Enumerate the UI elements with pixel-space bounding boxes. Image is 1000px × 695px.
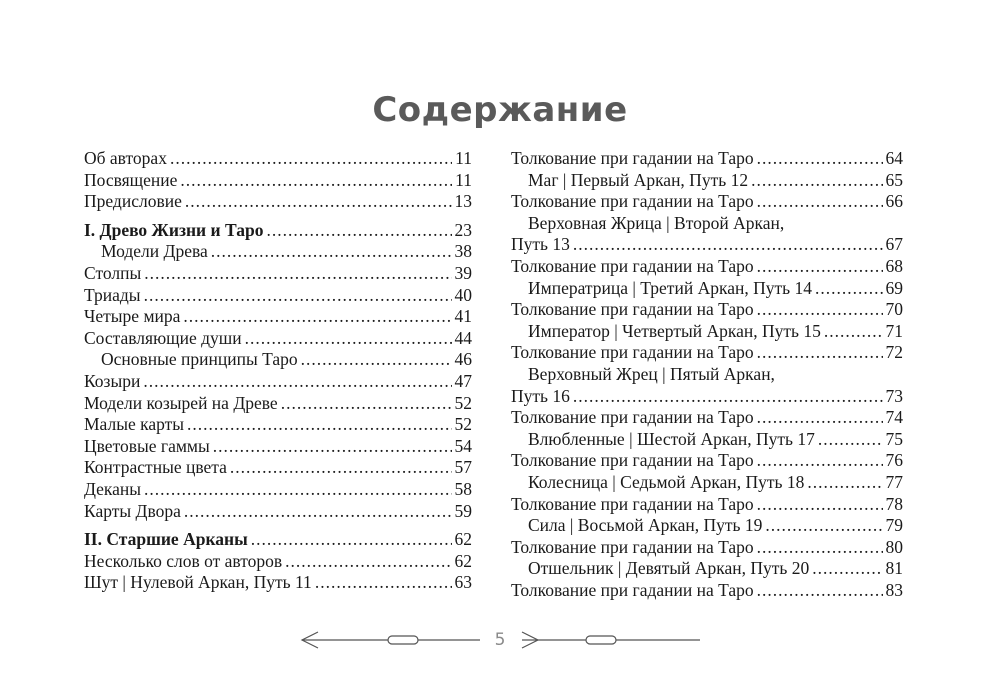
toc-entry-label: Толкование при гадании на Таро <box>511 579 754 600</box>
toc-entry <box>511 450 903 472</box>
toc-entry-page: 79 <box>885 515 903 536</box>
toc-entry <box>511 170 903 192</box>
toc-entry <box>511 278 903 300</box>
page-footer <box>290 626 710 656</box>
toc-left-column <box>84 148 472 594</box>
dot-leader <box>266 220 451 242</box>
toc-entry <box>84 457 472 479</box>
toc-entry-label: Толкование при гадании на Таро <box>511 407 754 428</box>
dot-leader <box>757 407 883 429</box>
dot-leader <box>573 386 883 408</box>
toc-entry-label: Посвящение <box>84 169 178 190</box>
dot-leader <box>185 191 452 213</box>
toc-entry-page: 44 <box>454 327 472 348</box>
toc-entry-page: 52 <box>454 392 472 413</box>
toc-entry-label: Верховный Жрец | Пятый Аркан, <box>528 363 775 384</box>
toc-entry-label: Об авторах <box>84 148 167 168</box>
toc-entry-label: Деканы <box>84 478 142 499</box>
toc-entry-label: Малые карты <box>84 414 185 435</box>
toc-entry <box>511 407 903 429</box>
toc-entry-page: 71 <box>885 320 903 341</box>
dot-leader <box>143 371 451 393</box>
toc-entry-page: 58 <box>454 478 472 499</box>
toc-entry-label: Толкование при гадании на Таро <box>511 255 754 276</box>
ornament-left-arrow-icon <box>296 626 486 656</box>
page-title: Содержание <box>372 90 628 130</box>
toc-entry-label: Маг | Первый Аркан, Путь 12 <box>528 169 749 190</box>
toc-entry <box>84 285 472 307</box>
toc-entry <box>511 342 903 364</box>
page-number: 5 <box>494 630 506 650</box>
toc-entry-label: Контрастные цвета <box>84 457 227 478</box>
toc-entry <box>84 572 472 594</box>
toc-entry-label: Влюбленные | Шестой Аркан, Путь 17 <box>528 428 815 449</box>
toc-entry-page: 80 <box>885 536 903 557</box>
toc-entry-page: 78 <box>885 493 903 514</box>
dot-leader <box>765 515 882 537</box>
dot-leader <box>213 436 452 458</box>
dot-leader <box>812 558 882 580</box>
toc-entry <box>511 191 903 213</box>
toc-entry-label: Модели Древа <box>101 241 208 262</box>
toc-entry <box>511 234 903 256</box>
dot-leader <box>301 349 452 371</box>
dot-leader <box>315 572 452 594</box>
toc-entry <box>84 191 472 213</box>
dot-leader <box>757 299 883 321</box>
dot-leader <box>757 537 883 559</box>
toc-entry-page: 47 <box>454 370 472 391</box>
toc-entry-page: 77 <box>885 471 903 492</box>
dot-leader <box>824 321 883 343</box>
dot-leader <box>815 278 883 300</box>
toc-section-label: II. Старшие Арканы <box>84 529 248 550</box>
toc-entry-label: Модели козырей на Древе <box>84 392 278 413</box>
toc-entry-page: 67 <box>885 234 903 255</box>
toc-entry-page: 13 <box>454 191 472 212</box>
dot-leader <box>245 328 452 350</box>
toc-entry-label: Сила | Восьмой Аркан, Путь 19 <box>528 515 763 536</box>
toc-entry-page: 65 <box>885 169 903 190</box>
dot-leader <box>285 551 451 573</box>
toc-entry <box>511 515 903 537</box>
dot-leader <box>170 148 452 170</box>
toc-section <box>84 220 472 242</box>
toc-entry-label: Толкование при гадании на Таро <box>511 299 754 320</box>
dot-leader <box>183 306 451 328</box>
dot-leader <box>757 148 883 170</box>
toc-entry-label: Верховная Жрица | Второй Аркан, <box>528 212 785 233</box>
toc-right-column <box>511 148 903 601</box>
toc-entry-page: 83 <box>885 579 903 600</box>
dot-leader <box>184 501 452 523</box>
toc-entry-label: Колесница | Седьмой Аркан, Путь 18 <box>528 471 805 492</box>
toc-entry-label: Шут | Нулевой Аркан, Путь 11 <box>84 572 312 593</box>
toc-entry-label: Толкование при гадании на Таро <box>511 493 754 514</box>
toc-entry-page: 57 <box>454 457 472 478</box>
toc-entry-label: Толкование при гадании на Таро <box>511 536 754 557</box>
toc-entry <box>511 321 903 343</box>
toc-entry-label: Путь 13 <box>511 234 570 255</box>
dot-leader <box>180 170 452 192</box>
toc-entry <box>84 501 472 523</box>
toc-entry-label: Основные принципы Таро <box>101 349 298 370</box>
toc-entry <box>511 256 903 278</box>
toc-entry <box>84 170 472 192</box>
dot-leader <box>144 285 452 307</box>
toc-entry <box>84 306 472 328</box>
toc-entry-label: Толкование при гадании на Таро <box>511 148 754 168</box>
toc-entry-label: Несколько слов от авторов <box>84 550 283 571</box>
toc-entry-label: Составляющие души <box>84 327 242 348</box>
dot-leader <box>281 393 452 415</box>
toc-entry <box>84 414 472 436</box>
toc-entry-page: 23 <box>454 219 472 240</box>
dot-leader <box>230 457 452 479</box>
dot-leader <box>211 241 452 263</box>
toc-entry-page: 62 <box>454 529 472 550</box>
dot-leader <box>757 342 883 364</box>
toc-entry <box>511 148 903 170</box>
toc-entry-page: 69 <box>885 277 903 298</box>
toc-entry-page: 72 <box>885 342 903 363</box>
toc-entry-page: 63 <box>454 572 472 593</box>
toc-entry-page: 39 <box>454 262 472 283</box>
toc-entry-label: Четыре мира <box>84 306 181 327</box>
dot-leader <box>251 529 452 551</box>
toc-entry-wrapped-line <box>511 364 903 386</box>
dot-leader <box>818 429 883 451</box>
dot-leader <box>144 479 451 501</box>
toc-entry-label: Отшельник | Девятый Аркан, Путь 20 <box>528 558 810 579</box>
toc-entry-page: 62 <box>454 550 472 571</box>
toc-entry-label: Толкование при гадании на Таро <box>511 191 754 212</box>
dot-leader <box>757 450 883 472</box>
toc-entry <box>84 393 472 415</box>
toc-entry <box>84 148 472 170</box>
toc-entry-label: Козыри <box>84 370 141 391</box>
toc-entry-page: 11 <box>455 148 472 168</box>
toc-section <box>84 529 472 551</box>
toc-entry-label: Столпы <box>84 262 142 283</box>
toc-entry <box>511 429 903 451</box>
toc-entry-page: 81 <box>885 558 903 579</box>
dot-leader <box>757 580 883 602</box>
toc-section-label: I. Древо Жизни и Таро <box>84 219 264 240</box>
toc-entry-label: Путь 16 <box>511 385 570 406</box>
toc-entry-label: Триады <box>84 284 141 305</box>
toc-entry-wrapped-line <box>511 213 903 235</box>
toc-entry-page: 38 <box>454 241 472 262</box>
toc-entry <box>511 558 903 580</box>
toc-entry-label: Императрица | Третий Аркан, Путь 14 <box>528 277 812 298</box>
dot-leader <box>757 494 883 516</box>
ornament-right-arrow-icon <box>516 626 706 656</box>
toc-entry <box>511 494 903 516</box>
toc-entry-page: 76 <box>885 450 903 471</box>
toc-entry-page: 68 <box>885 255 903 276</box>
toc-entry-label: Толкование при гадании на Таро <box>511 342 754 363</box>
dot-leader <box>187 414 451 436</box>
toc-entry-page: 41 <box>454 306 472 327</box>
toc-entry <box>84 371 472 393</box>
toc-entry-page: 66 <box>885 191 903 212</box>
toc-entry-page: 59 <box>454 500 472 521</box>
toc-entry-label: Предисловие <box>84 191 182 212</box>
dot-leader <box>807 472 882 494</box>
toc-entry <box>511 472 903 494</box>
toc-entry <box>84 551 472 573</box>
toc-entry <box>84 479 472 501</box>
toc-entry-page: 40 <box>454 284 472 305</box>
toc-entry-page: 64 <box>885 148 903 168</box>
toc-entry <box>511 386 903 408</box>
toc-entry <box>511 537 903 559</box>
toc-entry-page: 73 <box>885 385 903 406</box>
toc-entry-label: Толкование при гадании на Таро <box>511 450 754 471</box>
dot-leader <box>757 256 883 278</box>
dot-leader <box>144 263 451 285</box>
toc-entry-page: 70 <box>885 299 903 320</box>
toc-entry <box>84 241 472 263</box>
dot-leader <box>757 191 883 213</box>
toc-entry <box>511 580 903 602</box>
toc-entry-label: Карты Двора <box>84 500 181 521</box>
dot-leader <box>573 234 883 256</box>
dot-leader <box>751 170 882 192</box>
toc-entry-page: 46 <box>454 349 472 370</box>
toc-entry <box>84 263 472 285</box>
toc-entry <box>511 299 903 321</box>
toc-entry <box>84 349 472 371</box>
toc-entry <box>84 328 472 350</box>
toc-entry-page: 52 <box>454 414 472 435</box>
toc-entry-page: 75 <box>885 428 903 449</box>
toc-entry-label: Цветовые гаммы <box>84 435 210 456</box>
toc-entry-label: Император | Четвертый Аркан, Путь 15 <box>528 320 821 341</box>
toc-entry-page: 74 <box>885 407 903 428</box>
toc-entry-page: 11 <box>455 169 472 190</box>
toc-entry <box>84 436 472 458</box>
toc-entry-page: 54 <box>454 435 472 456</box>
